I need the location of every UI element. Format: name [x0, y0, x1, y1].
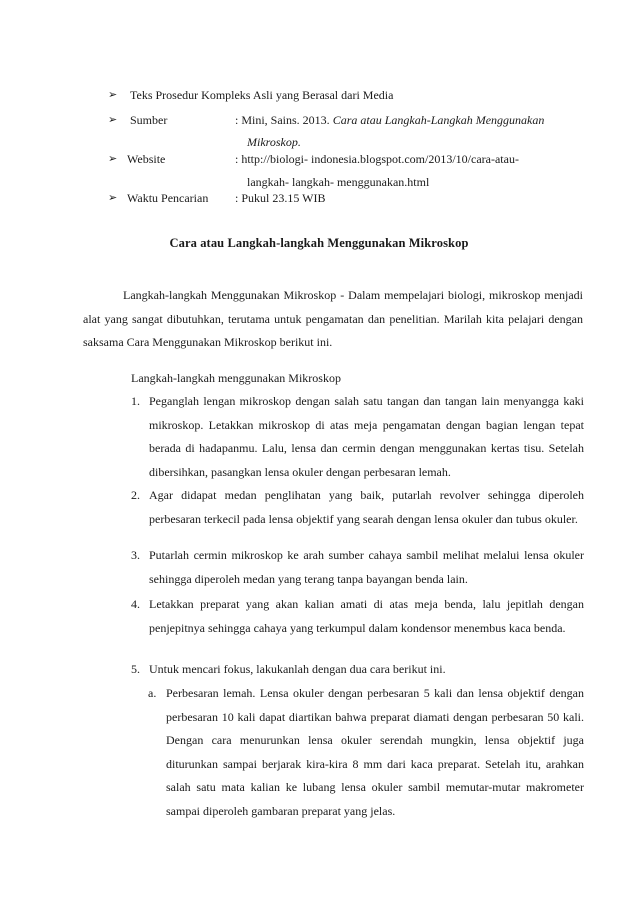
step-item: [131, 593, 584, 640]
meta-value-text: : Pukul 23.15 WIB: [235, 191, 326, 205]
step-number: 5.: [131, 662, 140, 676]
step-number: 4.: [131, 597, 140, 611]
step-number: 2.: [131, 488, 140, 502]
step-text: Untuk mencari fokus, lakukanlah dengan dua cara berikut ini.: [149, 662, 446, 676]
step-text: Peganglah lengan mikroskop dengan salah satu tangan dan tangan lain menyangga kaki mikroskop. Letakkan mikroskop di atas meja pengamatan dengan bagian lengan tepat berada di hadapanmu. Lalu, lensa dan cermin dengan menggunakan kertas tisu. Setelah dibersihkan, pasangkan lensa okuler dengan perbesaran lemah.: [149, 394, 584, 479]
substep-text: Perbesaran lemah. Lensa okuler dengan perbesaran 5 kali dan lensa objektif dengan perbesaran 10 kali dapat diartikan bahwa preparat diamati dengan perbesaran 50 kali. Dengan cara menurunkan lensa okuler serendah mungkin, lensa objektif juga diturunkan sampai berjarak kira-kira 8 mm dari kaca preparat. Setelah itu, arahkan salah satu mata kalian ke lubang lensa okuler sambil memutar-mutar makrometer sampai diperoleh gambaran preparat yang jelas.: [166, 686, 584, 818]
meta-value: [235, 189, 595, 207]
step-text: Letakkan preparat yang akan kalian amati di atas meja benda, lalu jepitlah dengan penjepitnya sehingga cahaya yang terkumpul dalam kondensor menembus kaca benda.: [149, 597, 584, 635]
meta-value: [235, 111, 595, 151]
meta-value: [235, 150, 595, 191]
meta-value-continued: Mikroskop.: [247, 135, 301, 149]
steps-heading: Langkah-langkah menggunakan Mikroskop: [131, 371, 341, 385]
step-item: [131, 544, 584, 591]
step-text: Putarlah cermin mikroskop ke arah sumber cahaya sambil melihat melalui lensa okuler sehingga diperoleh medan yang terang tanpa bayangan benda lain.: [149, 548, 584, 586]
step-text: Agar didapat medan penglihatan yang baik, putarlah revolver sehingga diperoleh perbesaran terkecil pada lensa objektif yang searah dengan lensa okuler dan tubus okuler.: [149, 488, 584, 526]
intro-paragraph: [83, 284, 583, 355]
meta-label: Waktu Pencarian: [127, 191, 209, 205]
article-title: Cara atau Langkah-langkah Menggunakan Mikroskop: [169, 236, 469, 250]
substep-letter: a.: [148, 686, 157, 700]
substep-item: [148, 682, 584, 823]
step-item: [131, 658, 584, 682]
intro-text: Langkah-langkah Menggunakan Mikroskop - Dalam mempelajari biologi, mikroskop menjadi alat yang sangat dibutuhkan, terutama untuk pengamatan dan penelitian. Marilah kita pelajari dengan saksama Cara Menggunakan Mikroskop berikut ini.: [83, 288, 583, 349]
arrow-bullet-icon: ➢: [108, 192, 118, 204]
meta-label: Website: [127, 152, 166, 166]
step-item: [131, 390, 584, 484]
meta-label: Teks Prosedur Kompleks Asli yang Berasal dari Media: [130, 88, 394, 102]
meta-value-text: : Mini, Sains. 2013.: [235, 113, 333, 127]
arrow-bullet-icon: ➢: [108, 114, 118, 126]
arrow-bullet-icon: ➢: [108, 153, 118, 165]
meta-value-text: : http://biologi- indonesia.blogspot.com/2013/10/cara-atau-: [235, 152, 519, 166]
step-number: 1.: [131, 394, 140, 408]
arrow-bullet-icon: ➢: [108, 89, 118, 101]
meta-value-continued: langkah- langkah- menggunakan.html: [247, 175, 430, 189]
step-number: 3.: [131, 548, 140, 562]
meta-label: Sumber: [130, 113, 168, 127]
meta-value-italic: Cara atau Langkah-Langkah Menggunakan: [332, 113, 545, 127]
step-item: [131, 484, 584, 531]
